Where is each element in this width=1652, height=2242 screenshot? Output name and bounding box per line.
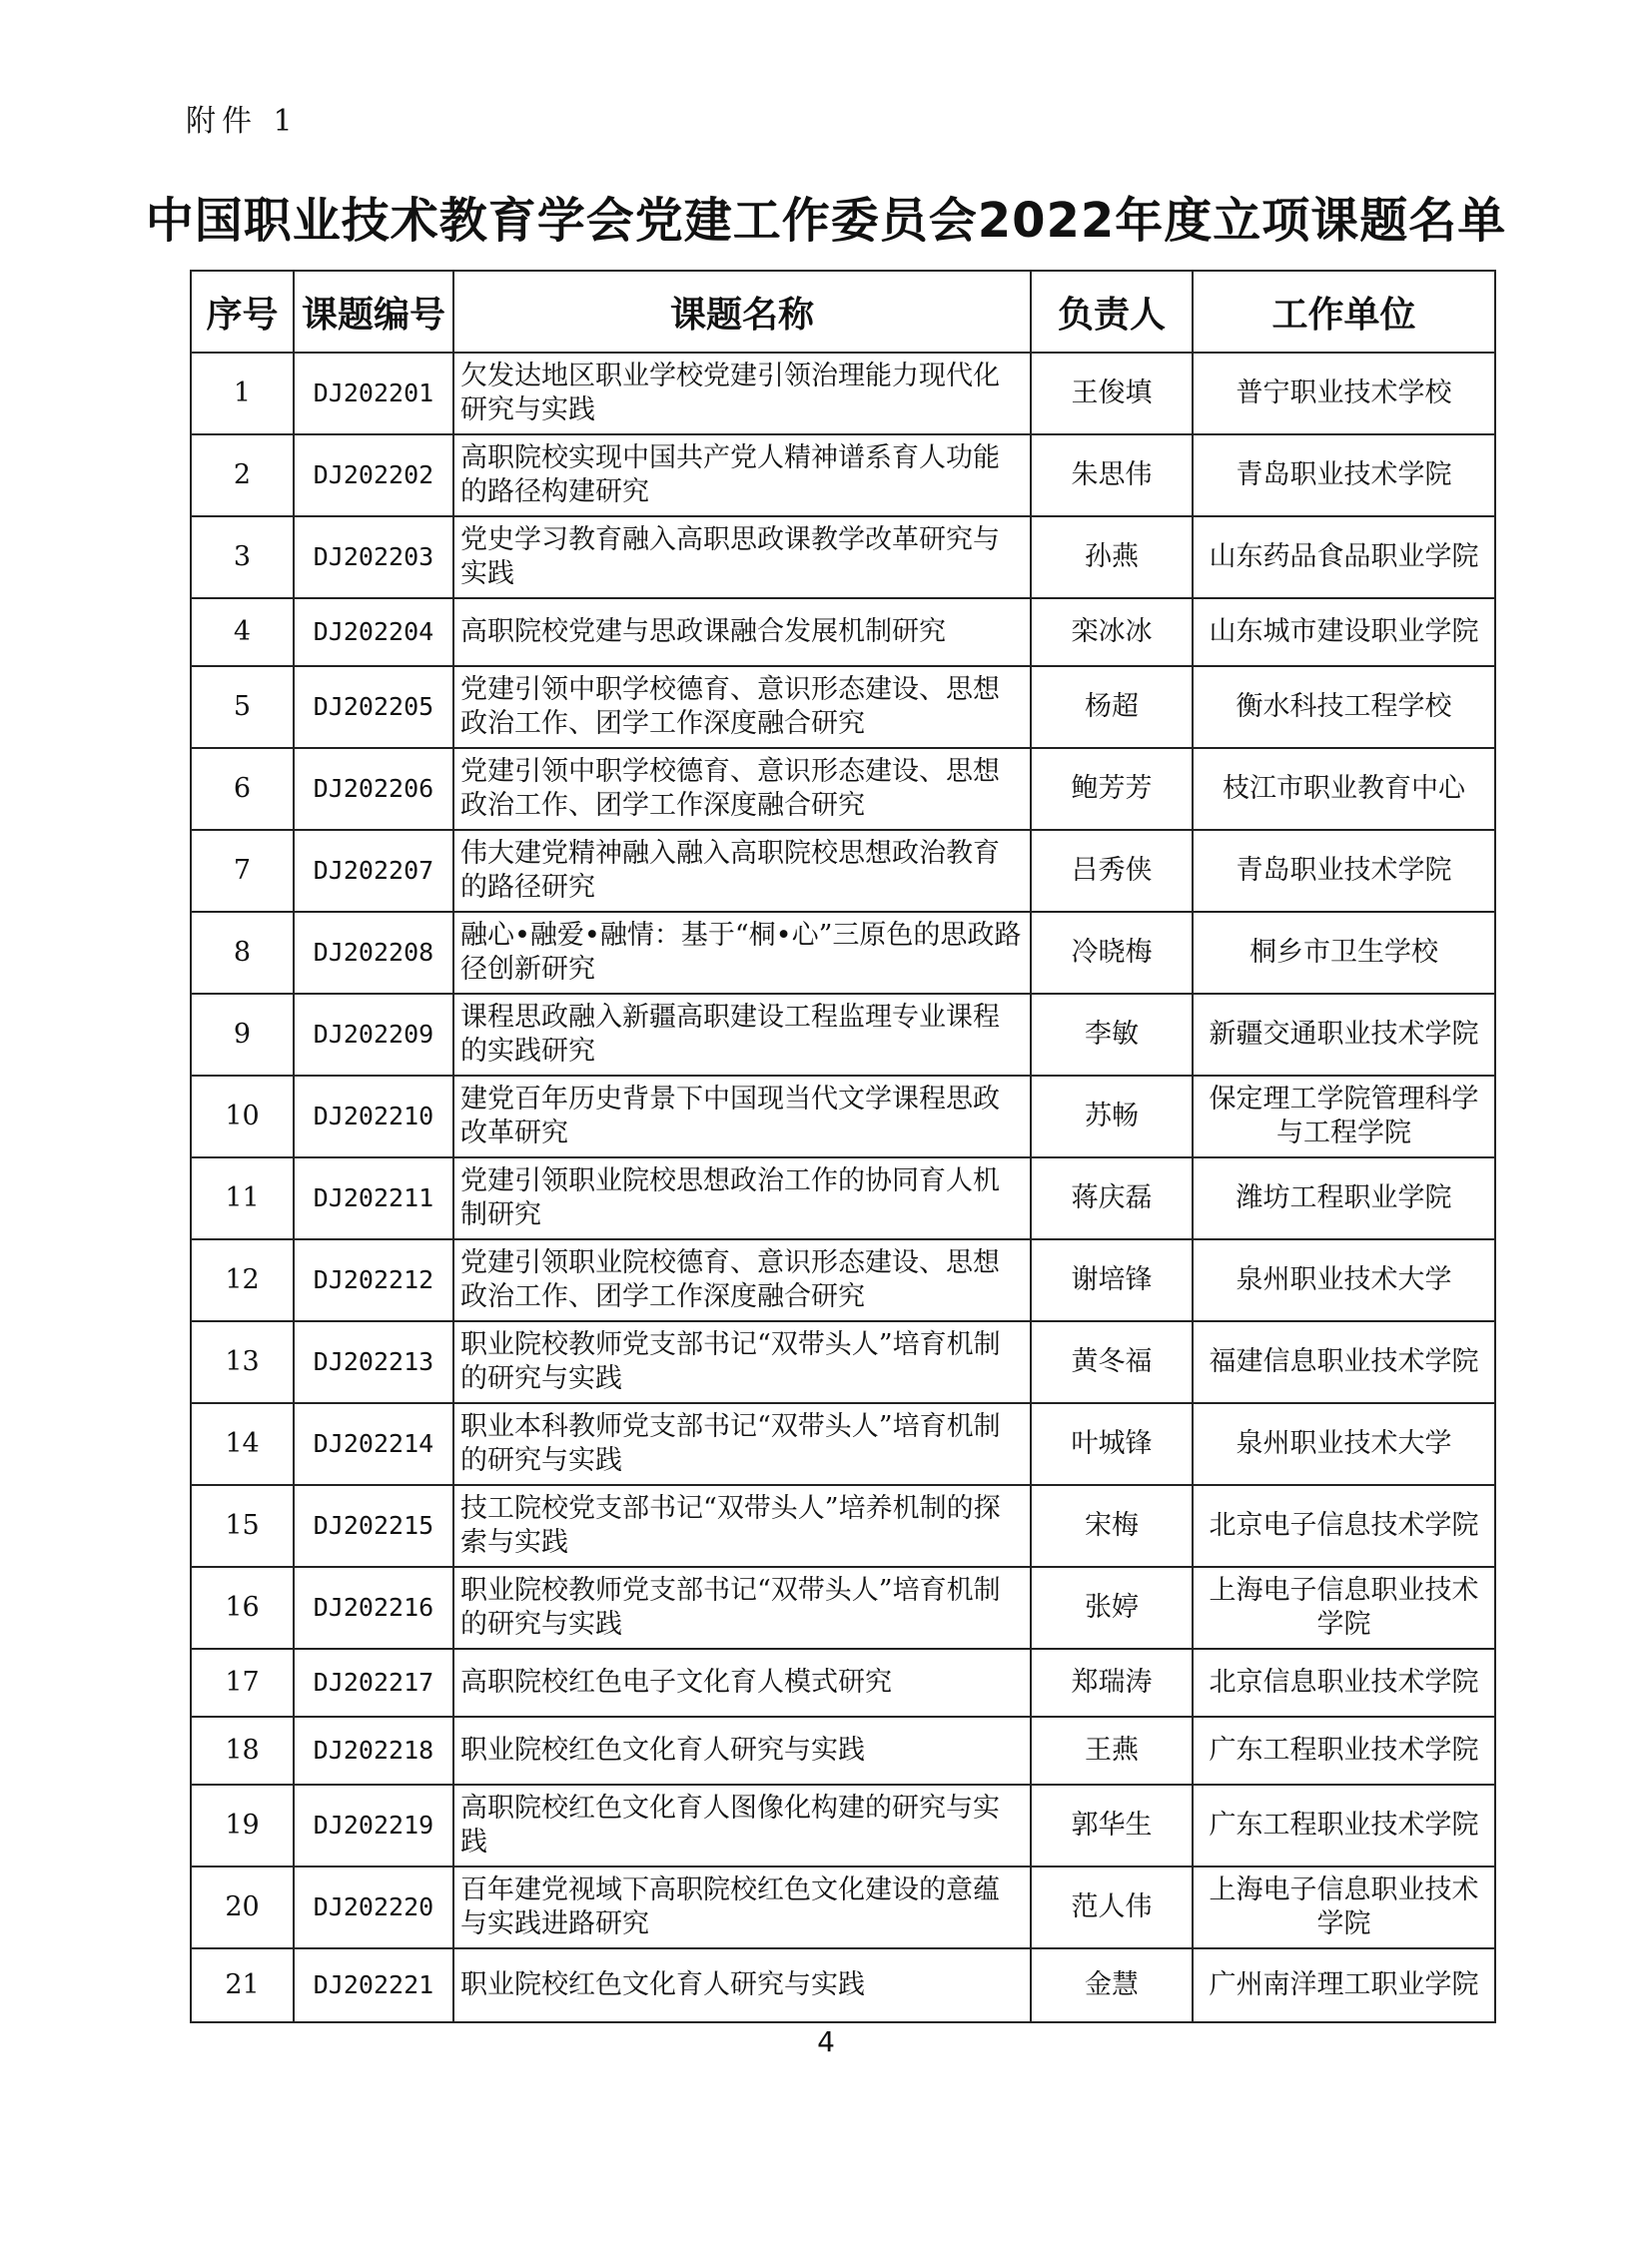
- cell-index: 11: [191, 1157, 294, 1239]
- cell-topic: 高职院校党建与思政课融合发展机制研究: [453, 598, 1031, 666]
- cell-index: 17: [191, 1649, 294, 1717]
- cell-person: 朱思伟: [1031, 434, 1193, 516]
- cell-code: DJ202202: [294, 434, 453, 516]
- cell-code: DJ202219: [294, 1785, 453, 1867]
- cell-code: DJ202213: [294, 1321, 453, 1403]
- cell-unit: 山东城市建设职业学院: [1193, 598, 1495, 666]
- table-row: [191, 1403, 1495, 1485]
- cell-index: 9: [191, 994, 294, 1076]
- table-row: [191, 353, 1495, 434]
- cell-unit: 潍坊工程职业学院: [1193, 1157, 1495, 1239]
- table-row: [191, 1239, 1495, 1321]
- cell-unit: 保定理工学院管理科学与工程学院: [1193, 1076, 1495, 1157]
- cell-topic: 职业院校红色文化育人研究与实践: [453, 1717, 1031, 1785]
- cell-code: DJ202201: [294, 353, 453, 434]
- attachment-label: 附件 1: [186, 104, 299, 139]
- table-row: [191, 994, 1495, 1076]
- cell-topic: 伟大建党精神融入融入高职院校思想政治教育的路径研究: [453, 830, 1031, 912]
- cell-person: 郑瑞涛: [1031, 1649, 1193, 1717]
- cell-unit: 上海电子信息职业技术学院: [1193, 1867, 1495, 1948]
- cell-unit: 衡水科技工程学校: [1193, 666, 1495, 748]
- cell-topic: 融心•融爱•融情：基于“桐•心”三原色的思政路径创新研究: [453, 912, 1031, 994]
- cell-code: DJ202215: [294, 1485, 453, 1567]
- cell-index: 6: [191, 748, 294, 830]
- cell-index: 21: [191, 1948, 294, 2022]
- cell-topic: 高职院校实现中国共产党人精神谱系育人功能的路径构建研究: [453, 434, 1031, 516]
- column-header-unit: 工作单位: [1193, 271, 1495, 353]
- table-row: [191, 1717, 1495, 1785]
- table-row: [191, 912, 1495, 994]
- cell-code: DJ202203: [294, 516, 453, 598]
- table-row: [191, 1785, 1495, 1867]
- cell-topic: 职业院校教师党支部书记“双带头人”培育机制的研究与实践: [453, 1567, 1031, 1649]
- cell-person: 谢培锋: [1031, 1239, 1193, 1321]
- cell-person: 王俊填: [1031, 353, 1193, 434]
- cell-index: 3: [191, 516, 294, 598]
- table-row: [191, 1649, 1495, 1717]
- cell-index: 8: [191, 912, 294, 994]
- cell-code: DJ202214: [294, 1403, 453, 1485]
- cell-person: 张婷: [1031, 1567, 1193, 1649]
- table-row: [191, 516, 1495, 598]
- cell-person: 黄冬福: [1031, 1321, 1193, 1403]
- table-row: [191, 1321, 1495, 1403]
- cell-index: 1: [191, 353, 294, 434]
- cell-unit: 青岛职业技术学院: [1193, 830, 1495, 912]
- cell-topic: 职业院校教师党支部书记“双带头人”培育机制的研究与实践: [453, 1321, 1031, 1403]
- table-row: [191, 666, 1495, 748]
- table-row: [191, 1948, 1495, 2022]
- cell-person: 鲍芳芳: [1031, 748, 1193, 830]
- cell-code: DJ202209: [294, 994, 453, 1076]
- cell-unit: 广东工程职业技术学院: [1193, 1785, 1495, 1867]
- table-row: [191, 598, 1495, 666]
- table-row: [191, 434, 1495, 516]
- cell-person: 孙燕: [1031, 516, 1193, 598]
- table-row: [191, 1076, 1495, 1157]
- project-list-table: [190, 270, 1496, 2023]
- cell-index: 15: [191, 1485, 294, 1567]
- cell-index: 20: [191, 1867, 294, 1948]
- cell-topic: 党建引领职业院校德育、意识形态建设、思想政治工作、团学工作深度融合研究: [453, 1239, 1031, 1321]
- cell-code: DJ202218: [294, 1717, 453, 1785]
- cell-unit: 枝江市职业教育中心: [1193, 748, 1495, 830]
- cell-person: 冷晓梅: [1031, 912, 1193, 994]
- cell-topic: 党建引领中职学校德育、意识形态建设、思想政治工作、团学工作深度融合研究: [453, 748, 1031, 830]
- cell-topic: 高职院校红色文化育人图像化构建的研究与实践: [453, 1785, 1031, 1867]
- cell-index: 10: [191, 1076, 294, 1157]
- cell-person: 杨超: [1031, 666, 1193, 748]
- cell-code: DJ202217: [294, 1649, 453, 1717]
- column-header-person: 负责人: [1031, 271, 1193, 353]
- cell-person: 范人伟: [1031, 1867, 1193, 1948]
- cell-unit: 泉州职业技术大学: [1193, 1403, 1495, 1485]
- cell-person: 吕秀侠: [1031, 830, 1193, 912]
- cell-code: DJ202221: [294, 1948, 453, 2022]
- cell-index: 18: [191, 1717, 294, 1785]
- cell-person: 郭华生: [1031, 1785, 1193, 1867]
- cell-code: DJ202204: [294, 598, 453, 666]
- cell-code: DJ202212: [294, 1239, 453, 1321]
- cell-unit: 普宁职业技术学校: [1193, 353, 1495, 434]
- cell-topic: 党史学习教育融入高职思政课教学改革研究与实践: [453, 516, 1031, 598]
- cell-unit: 桐乡市卫生学校: [1193, 912, 1495, 994]
- cell-person: 苏畅: [1031, 1076, 1193, 1157]
- cell-index: 5: [191, 666, 294, 748]
- cell-topic: 课程思政融入新疆高职建设工程监理专业课程的实践研究: [453, 994, 1031, 1076]
- cell-unit: 上海电子信息职业技术学院: [1193, 1567, 1495, 1649]
- cell-topic: 党建引领职业院校思想政治工作的协同育人机制研究: [453, 1157, 1031, 1239]
- cell-topic: 百年建党视域下高职院校红色文化建设的意蕴与实践进路研究: [453, 1867, 1031, 1948]
- cell-code: DJ202210: [294, 1076, 453, 1157]
- cell-code: DJ202208: [294, 912, 453, 994]
- cell-person: 叶城锋: [1031, 1403, 1193, 1485]
- cell-unit: 北京信息职业技术学院: [1193, 1649, 1495, 1717]
- cell-index: 14: [191, 1403, 294, 1485]
- cell-person: 李敏: [1031, 994, 1193, 1076]
- cell-topic: 高职院校红色电子文化育人模式研究: [453, 1649, 1031, 1717]
- cell-code: DJ202220: [294, 1867, 453, 1948]
- cell-topic: 职业本科教师党支部书记“双带头人”培育机制的研究与实践: [453, 1403, 1031, 1485]
- cell-unit: 新疆交通职业技术学院: [1193, 994, 1495, 1076]
- cell-topic: 技工院校党支部书记“双带头人”培养机制的探索与实践: [453, 1485, 1031, 1567]
- cell-person: 王燕: [1031, 1717, 1193, 1785]
- column-header-topic: 课题名称: [453, 271, 1031, 353]
- cell-index: 19: [191, 1785, 294, 1867]
- cell-code: DJ202205: [294, 666, 453, 748]
- table-row: [191, 1157, 1495, 1239]
- cell-index: 7: [191, 830, 294, 912]
- cell-unit: 山东药品食品职业学院: [1193, 516, 1495, 598]
- cell-code: DJ202207: [294, 830, 453, 912]
- page-number: 4: [817, 2025, 835, 2058]
- cell-unit: 广东工程职业技术学院: [1193, 1717, 1495, 1785]
- cell-index: 12: [191, 1239, 294, 1321]
- cell-person: 宋梅: [1031, 1485, 1193, 1567]
- cell-unit: 广州南洋理工职业学院: [1193, 1948, 1495, 2022]
- column-header-index: 序号: [191, 271, 294, 353]
- table-header-row: [191, 271, 1495, 353]
- cell-unit: 北京电子信息技术学院: [1193, 1485, 1495, 1567]
- cell-index: 16: [191, 1567, 294, 1649]
- cell-index: 2: [191, 434, 294, 516]
- cell-unit: 青岛职业技术学院: [1193, 434, 1495, 516]
- cell-index: 4: [191, 598, 294, 666]
- table-row: [191, 830, 1495, 912]
- cell-person: 蒋庆磊: [1031, 1157, 1193, 1239]
- cell-topic: 欠发达地区职业学校党建引领治理能力现代化研究与实践: [453, 353, 1031, 434]
- page-title: 中国职业技术教育学会党建工作委员会2022年度立项课题名单: [145, 193, 1507, 249]
- cell-topic: 建党百年历史背景下中国现当代文学课程思政改革研究: [453, 1076, 1031, 1157]
- cell-unit: 泉州职业技术大学: [1193, 1239, 1495, 1321]
- cell-person: 栾冰冰: [1031, 598, 1193, 666]
- table-row: [191, 1485, 1495, 1567]
- cell-person: 金慧: [1031, 1948, 1193, 2022]
- cell-unit: 福建信息职业技术学院: [1193, 1321, 1495, 1403]
- cell-code: DJ202211: [294, 1157, 453, 1239]
- cell-index: 13: [191, 1321, 294, 1403]
- table-row: [191, 1867, 1495, 1948]
- table-row: [191, 748, 1495, 830]
- cell-topic: 职业院校红色文化育人研究与实践: [453, 1948, 1031, 2022]
- cell-topic: 党建引领中职学校德育、意识形态建设、思想政治工作、团学工作深度融合研究: [453, 666, 1031, 748]
- column-header-code: 课题编号: [294, 271, 453, 353]
- cell-code: DJ202206: [294, 748, 453, 830]
- cell-code: DJ202216: [294, 1567, 453, 1649]
- table-row: [191, 1567, 1495, 1649]
